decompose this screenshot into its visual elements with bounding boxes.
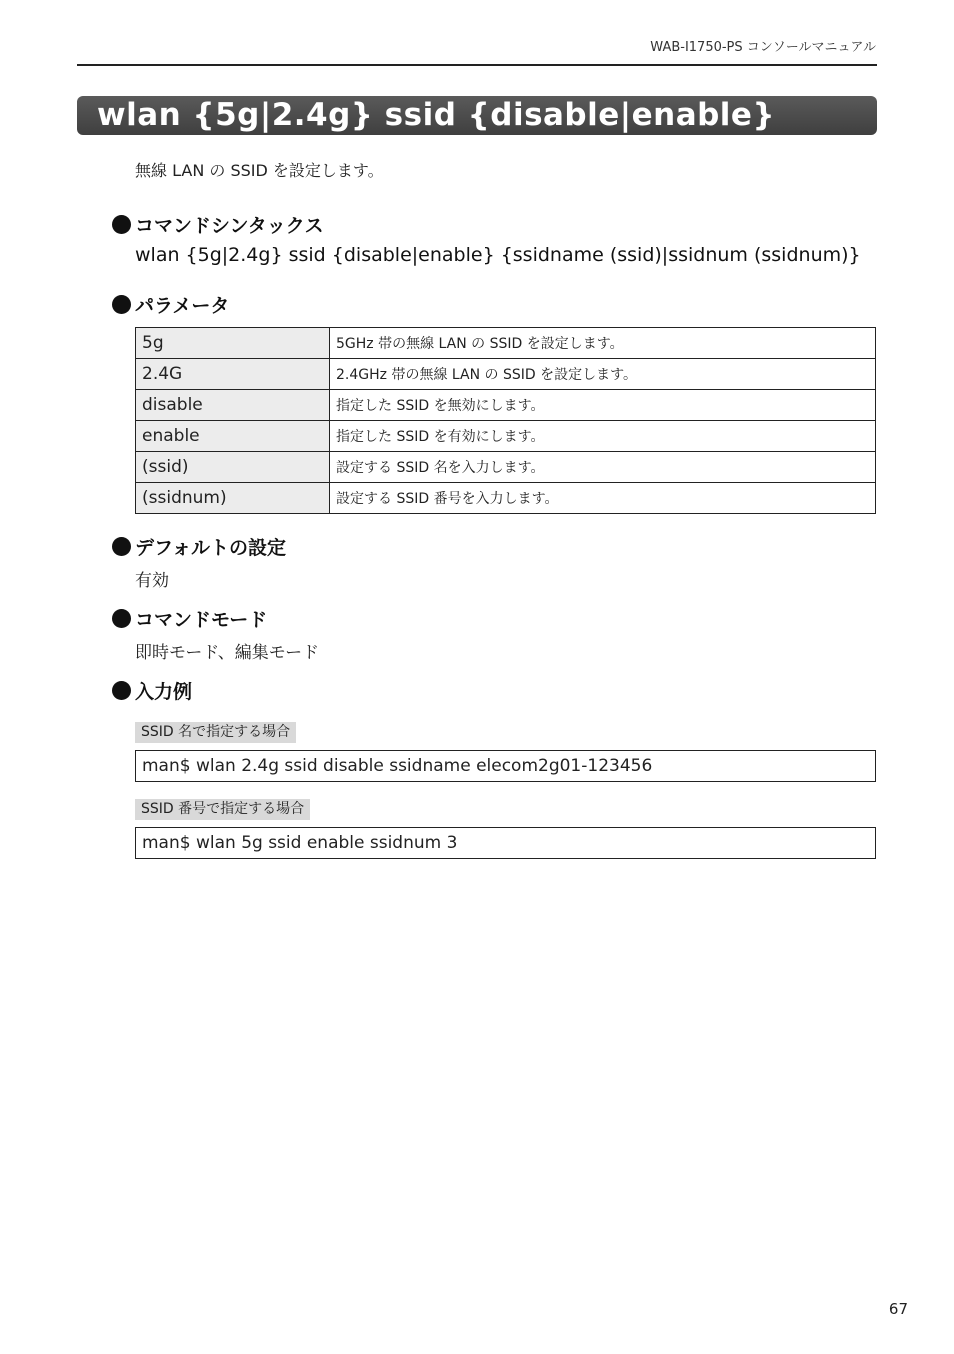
table-row [136, 452, 876, 483]
example-label: SSID 名で指定する場合 [135, 722, 296, 743]
table-row [136, 421, 876, 452]
param-desc: 指定した SSID を無効にします。 [330, 390, 876, 421]
intro-text: 無線 LAN の SSID を設定します。 [135, 161, 384, 180]
param-desc: 5GHz 帯の無線 LAN の SSID を設定します。 [330, 328, 876, 359]
example-command-box [135, 827, 876, 859]
manual-title: WAB-I1750-PS コンソールマニュアル [650, 40, 876, 55]
example-command-box [135, 750, 876, 782]
bullet-icon [112, 295, 131, 314]
bullet-icon [112, 609, 131, 628]
bullet-icon [112, 215, 131, 234]
param-key: enable [136, 421, 330, 452]
param-key: 2.4G [136, 359, 330, 390]
params-heading [112, 291, 229, 318]
example-label: SSID 番号で指定する場合 [135, 799, 310, 820]
param-key: disable [136, 390, 330, 421]
param-desc: 設定する SSID 名を入力します。 [330, 452, 876, 483]
example-command: man$ wlan 5g ssid enable ssidnum 3 [142, 833, 458, 853]
param-desc: 指定した SSID を有効にします。 [330, 421, 876, 452]
examples-heading-label: 入力例 [135, 681, 193, 703]
parameter-table [135, 327, 876, 514]
param-desc: 設定する SSID 番号を入力します。 [330, 483, 876, 514]
default-value: 有効 [135, 571, 169, 591]
bullet-icon [112, 537, 131, 556]
page-title-bar [77, 96, 877, 135]
syntax-heading-label: コマンドシンタックス [135, 215, 324, 237]
mode-heading-label: コマンドモード [135, 609, 268, 631]
table-row [136, 390, 876, 421]
bullet-icon [112, 681, 131, 700]
example-command: man$ wlan 2.4g ssid disable ssidname elecom2g01-123456 [142, 756, 653, 776]
examples-heading [112, 677, 192, 704]
param-key: 5g [136, 328, 330, 359]
default-heading-label: デフォルトの設定 [135, 537, 287, 559]
command-syntax: wlan {5g|2.4g} ssid {disable|enable} {ssidname (ssid)|ssidnum (ssidnum)} [135, 244, 861, 266]
table-row [136, 359, 876, 390]
header-divider [77, 64, 877, 66]
table-row [136, 483, 876, 514]
syntax-heading [112, 211, 324, 238]
page-number: 67 [888, 1300, 908, 1318]
param-key: (ssid) [136, 452, 330, 483]
mode-value: 即時モード、編集モード [135, 643, 320, 663]
params-heading-label: パラメータ [135, 295, 230, 317]
page-title: wlan {5g|2.4g} ssid {disable|enable} [97, 97, 776, 133]
param-key: (ssidnum) [136, 483, 330, 514]
table-row [136, 328, 876, 359]
param-desc: 2.4GHz 帯の無線 LAN の SSID を設定します。 [330, 359, 876, 390]
mode-heading [112, 605, 267, 632]
default-heading [112, 533, 286, 560]
